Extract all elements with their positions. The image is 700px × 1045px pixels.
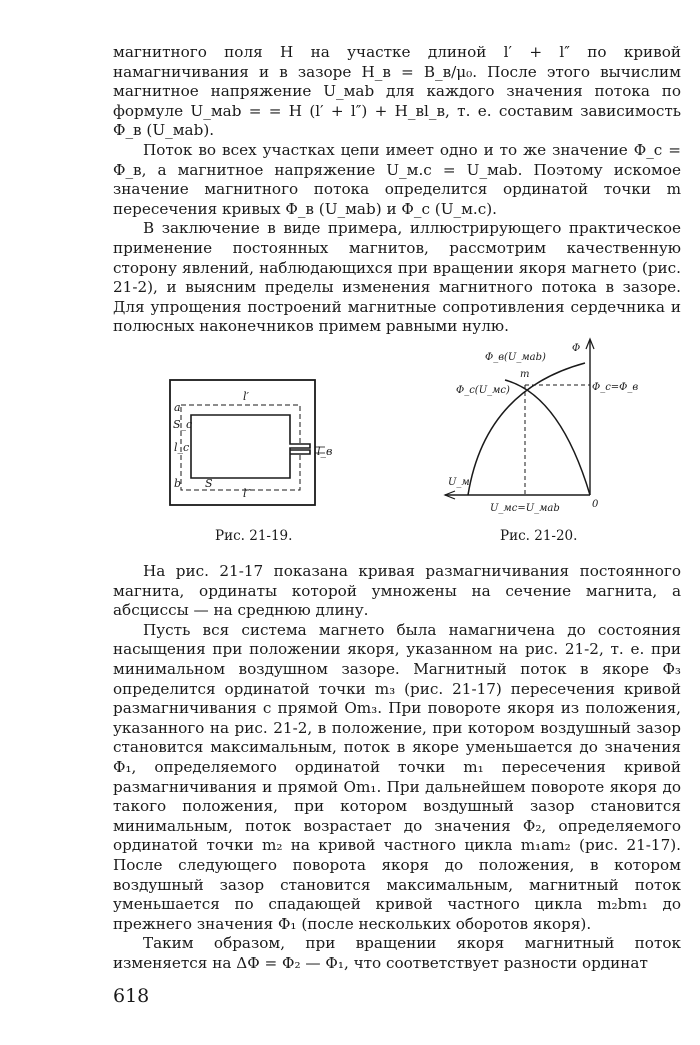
bottom-text-block — [113, 562, 681, 973]
label-phi-c: Φ_с(U_мс) — [456, 385, 510, 396]
label-m: m — [520, 369, 530, 380]
text-line: напряжение U_мab для каждого значения потока по формуле U_мab = — [113, 82, 681, 120]
label-um: U_м — [448, 477, 470, 488]
paragraph: Таким образом, при вращении якоря магнитный поток изменяется на ΔΦ = Φ₂ — Φ₁, что соответствует разности ординат — [113, 934, 681, 972]
label-b: b — [174, 477, 182, 490]
paragraph: В заключение в виде примера, иллюстрирующего практическое применение постоянных магнитов, рассмотрим качественную сторону явлений, наблюдающихся при вращении якоря магнето (рис. 21-2), и выясним пределы изменения магнитного потока в зазоре. Для упрощения построений магнитные сопротивления сердечника и полюсных наконечников примем равными нулю. — [113, 219, 681, 336]
paragraph: Поток во всех участках цепи имеет одно и то же значение Φ_с = Φ_в, а магнитное напряжение U_м.с = U_мab. Поэтому искомое значение магнитного потока определится ординатой точки m пересечения кривых Φ_в (U_мab) и Φ_с (U_м.с). — [113, 140, 681, 218]
label-phi: Φ — [572, 343, 581, 354]
paragraph: Пусть вся система магнето была намагничена до состояния насыщения при положении якоря, указанном на рис. 21-2, т. е. при минимальном воздушном зазоре. Магнитный поток в якоре Φ₃ определится ординатой точки m₃ (рис. 21-17) пересечения кривой размагничивания с прямой Om₃. При повороте якоря из положения, указанного на рис. 21-2, в положение, при котором воздушный зазор становится максимальным, поток в якоре уменьшается до значения Φ₁, определяемого ординатой точки m₁ пересечения кривой размагничивания и прямой Om₁. При дальнейшем повороте якоря до такого положения, при котором воздушный зазор становится минимальным, поток возрастает до значения Φ₂, определяемого ординатой точки m₂ на кривой частного цикла m₁am₂ (рис. 21-17). После следующего поворота якоря до положения, в котором воздушный зазор становится максимальным, магнитный поток уменьшается по спадающей кривой частного цикла m₂bm₁ до прежнего значения Φ₁ (после нескольких оборотов якоря). — [113, 620, 681, 933]
text-line: магнитного поля H на участке длиной l′ + l″ по кривой намагничивания и в зазоре H_в = B_в/μ₀. После этого вычислим магнитное — [113, 43, 681, 101]
label-l2: l″ — [243, 487, 251, 500]
figure-21-19 — [165, 375, 333, 515]
label-zero: 0 — [592, 499, 599, 510]
paragraph-continued — [113, 43, 681, 141]
label-a: a — [174, 401, 181, 414]
label-lc: l_c — [174, 441, 190, 454]
label-l1: l′ — [243, 390, 250, 403]
paragraph: На рис. 21-17 показана кривая размагничивания постоянного магнита, ординаты которой умножены на сечение магнита, а абсциссы — на среднюю длину. — [113, 562, 681, 620]
figure-caption: Рис. 21-19. — [215, 528, 293, 544]
label-phi-b: Φ_в(U_мab) — [485, 352, 546, 363]
figure-21-20 — [440, 335, 639, 520]
page-number: 618 — [113, 985, 150, 1007]
label-s: S — [205, 477, 213, 490]
label-phi-eq: Φ_с=Φ_в — [592, 382, 639, 393]
label-sc: S_c — [173, 418, 193, 431]
label-u-eq: U_мс=U_мab — [490, 503, 560, 514]
top-text-block — [113, 43, 681, 337]
core-inner — [191, 415, 310, 478]
curve-phi-c — [468, 363, 585, 495]
core-inner-gap — [290, 450, 310, 454]
text-line: = H (l′ + l″) + H_вl_в, т. е. составим зависимость Φ_в (U_мab). — [113, 101, 681, 140]
figure-caption: Рис. 21-20. — [500, 528, 578, 544]
label-lb: l_в — [317, 445, 333, 458]
